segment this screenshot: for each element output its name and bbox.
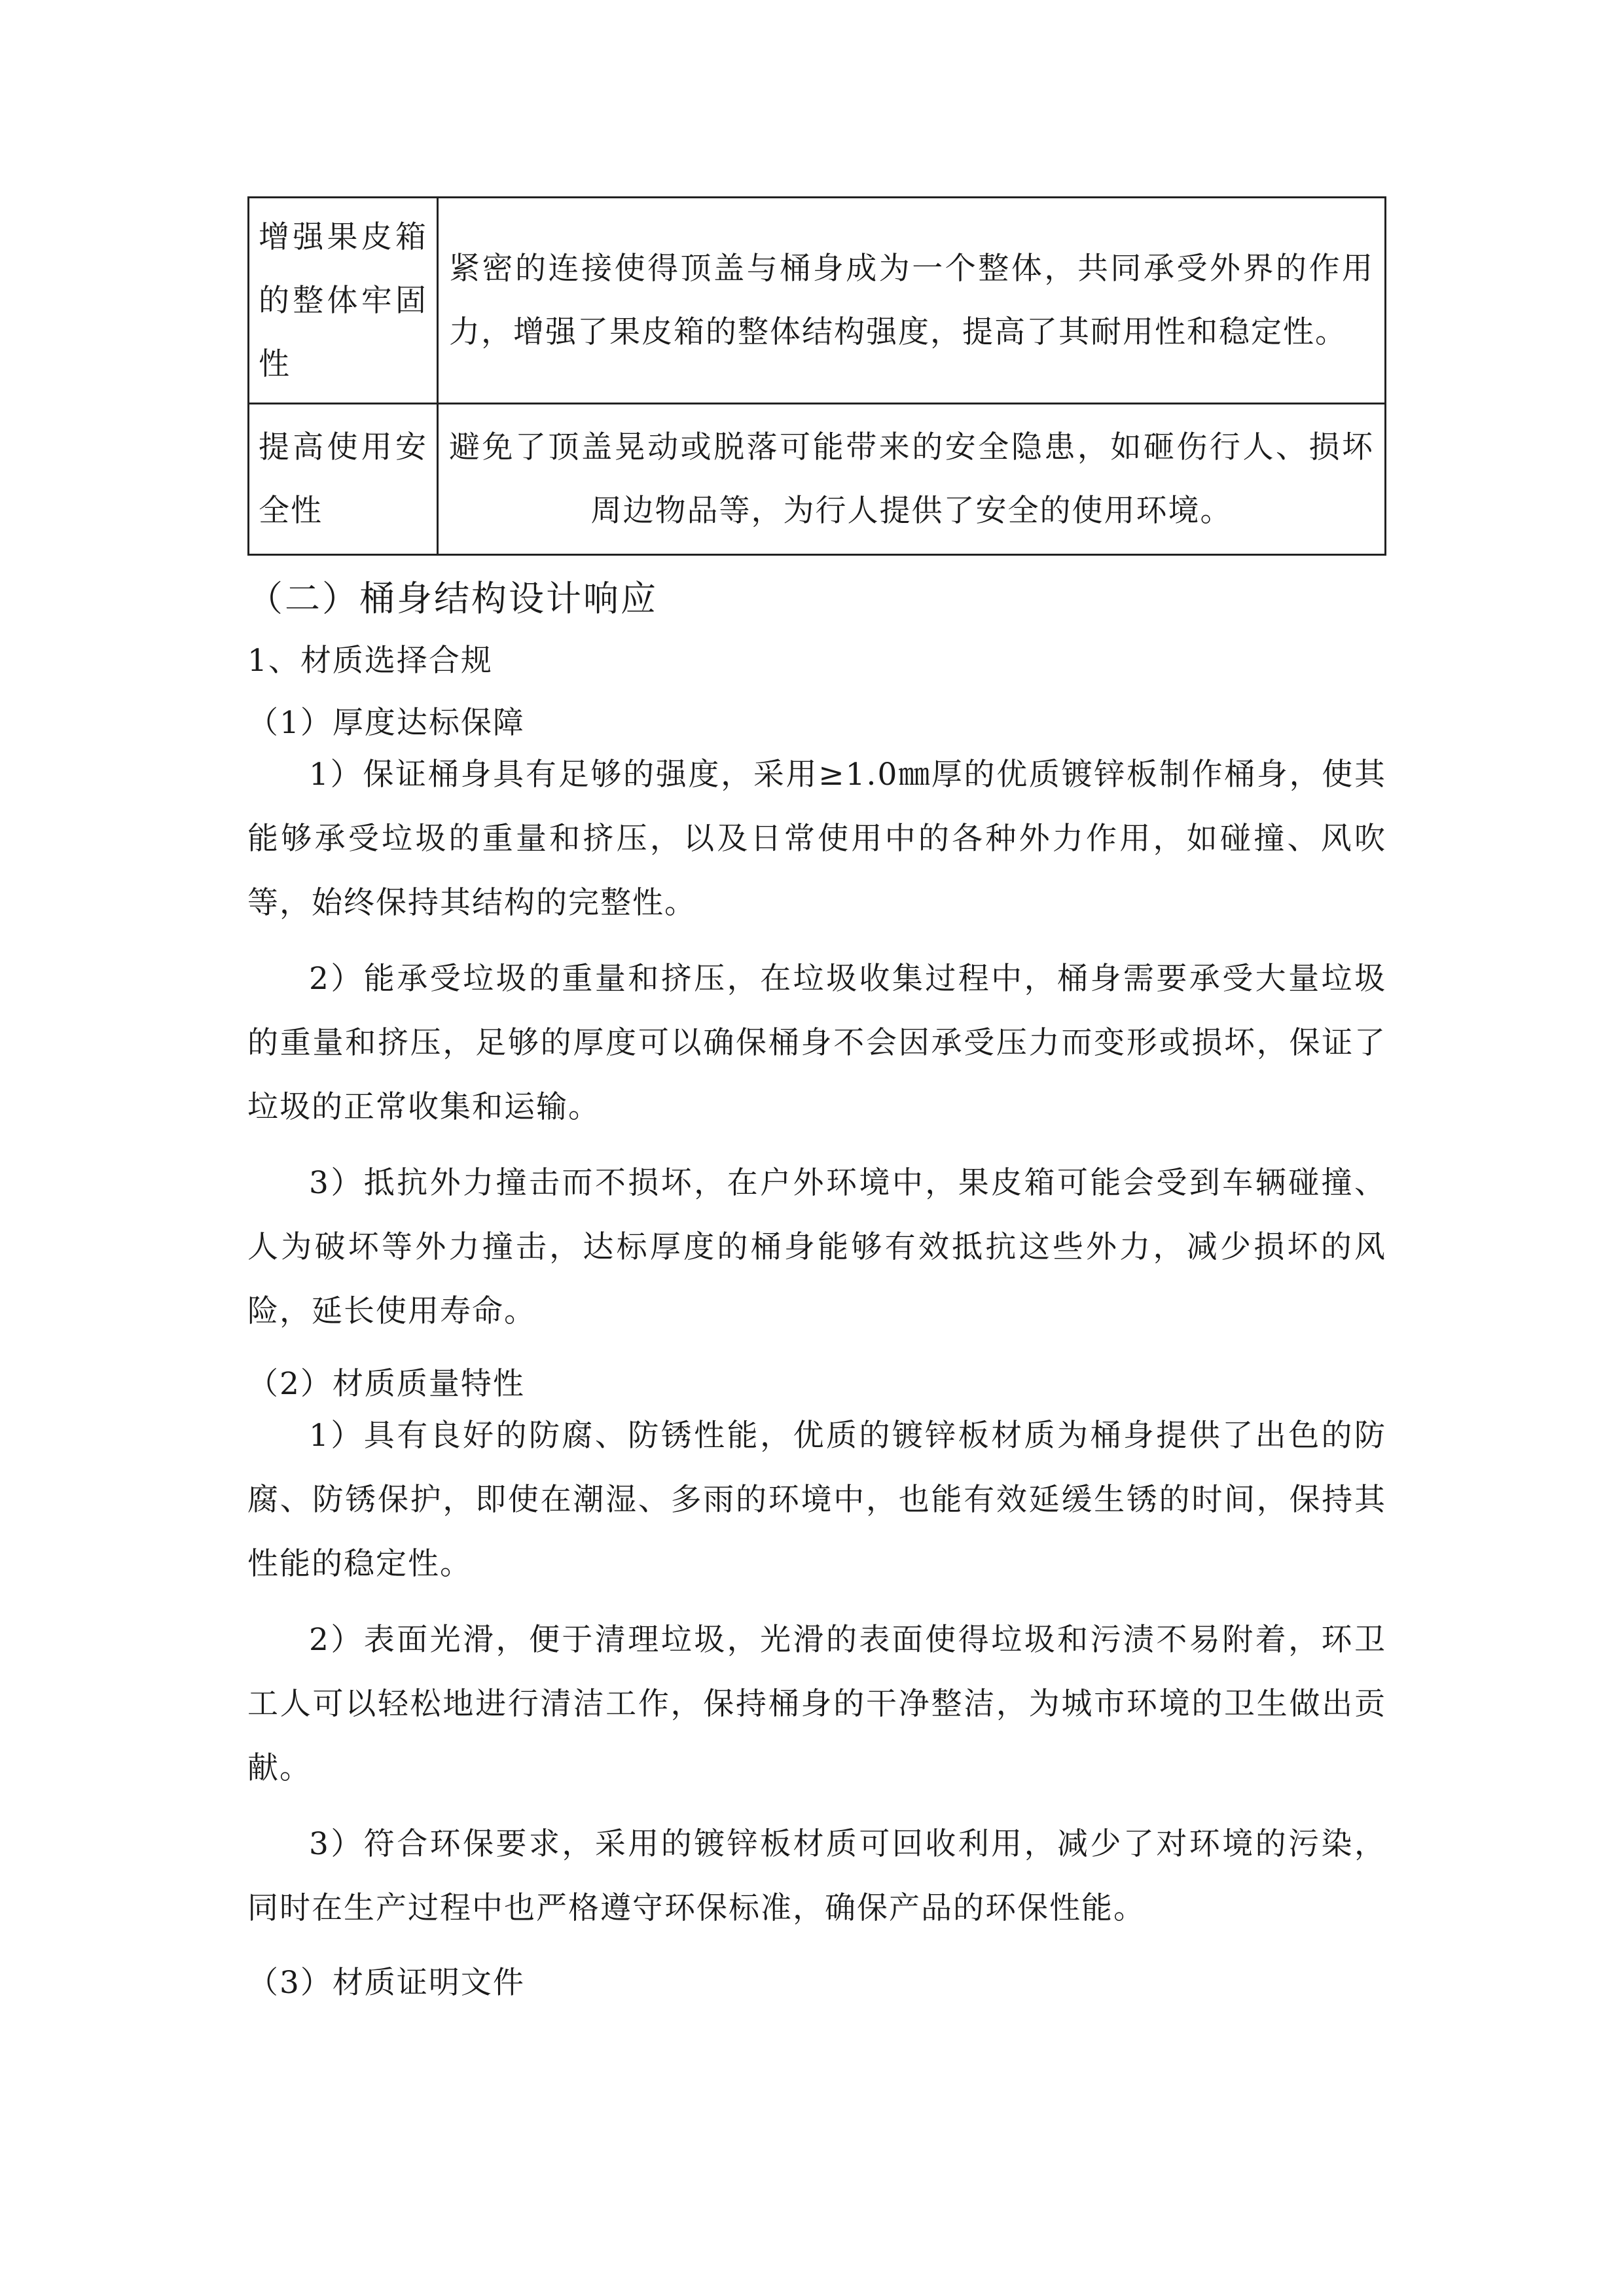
table-cell-label	[249, 404, 438, 555]
paragraph: 3）抵抗外力撞击而不损坏，在户外环境中，果皮箱可能会受到车辆碰撞、人为破坏等外力撞击，达标厚度的桶身能够有效抵抗这些外力，减少损坏的风险，延长使用寿命。	[247, 1165, 1386, 1329]
table-row	[249, 404, 1386, 555]
part-heading-quality: （2）材质质量特性	[247, 1366, 525, 1402]
table-row	[249, 198, 1386, 404]
table-cell-content	[438, 198, 1386, 404]
table-cell-label	[249, 198, 438, 404]
row-content: 避免了顶盖晃动或脱落可能带来的安全隐患，如砸伤行人、损坏周边物品等，为行人提供了安全的使用环境。	[449, 429, 1374, 529]
paragraph: 3）符合环保要求，采用的镀锌板材质可回收利用，减少了对环境的污染，同时在生产过程中也严格遵守环保标准，确保产品的环保性能。	[247, 1826, 1386, 1926]
paragraph: 1）保证桶身具有足够的强度，采用≥1.0㎜厚的优质镀锌板制作桶身，使其能够承受垃圾的重量和挤压，以及日常使用中的各种外力作用，如碰撞、风吹等，始终保持其结构的完整性。	[247, 757, 1386, 921]
part-heading-thickness: （1）厚度达标保障	[247, 705, 525, 741]
paragraph: 1）具有良好的防腐、防锈性能，优质的镀锌板材质为桶身提供了出色的防腐、防锈保护，即使在潮湿、多雨的环境中，也能有效延缓生锈的时间，保持其性能的稳定性。	[247, 1418, 1386, 1582]
response-table	[247, 196, 1386, 556]
row-content: 紧密的连接使得顶盖与桶身成为一个整体，共同承受外界的作用力，增强了果皮箱的整体结构强度，提高了其耐用性和稳定性。	[449, 251, 1374, 350]
part-heading-certificates: （3）材质证明文件	[247, 1965, 525, 2001]
section-title: （二）桶身结构设计响应	[247, 578, 658, 619]
paragraph: 2）表面光滑，便于清理垃圾，光滑的表面使得垃圾和污渍不易附着，环卫工人可以轻松地进行清洁工作，保持桶身的干净整洁，为城市环境的卫生做出贡献。	[247, 1622, 1386, 1786]
row-label: 提高使用安全性	[259, 429, 427, 529]
table-cell-content	[438, 404, 1386, 555]
row-label: 增强果皮箱的整体牢固性	[259, 219, 427, 382]
paragraph: 2）能承受垃圾的重量和挤压，在垃圾收集过程中，桶身需要承受大量垃圾的重量和挤压，足够的厚度可以确保桶身不会因承受压力而变形或损坏，保证了垃圾的正常收集和运输。	[247, 961, 1386, 1125]
subsection-heading: 1、材质选择合规	[247, 643, 493, 679]
